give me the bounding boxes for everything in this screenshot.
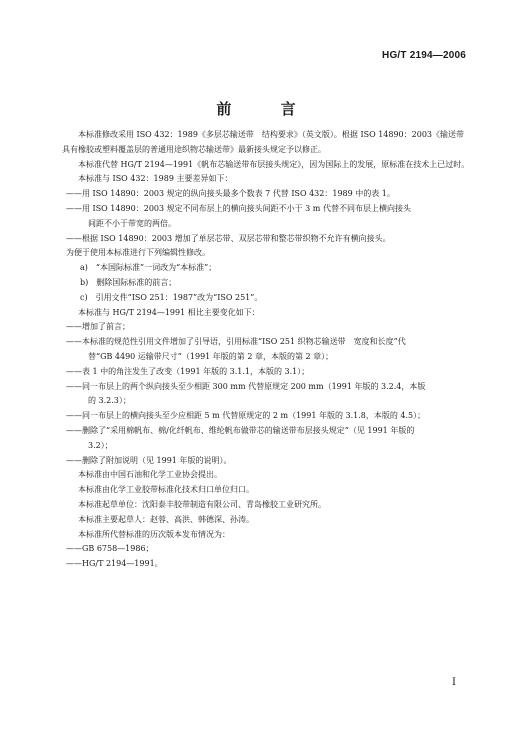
list-item: ——增加了前言； (66, 322, 130, 332)
list-item: b) 删除国际标准的前言； (80, 277, 177, 287)
paragraph: 本标准由化学工业胶带标准化技术归口单位归口。 (78, 485, 254, 495)
paragraph: 本标准由中国石油和化学工业协会提出。 (78, 470, 222, 480)
list-item: ——同一布层上的横向接头至少应相距 5 m 代替原规定的 2 m（1991 年版的 3.1.8，本版的 4.5）； (66, 411, 426, 421)
list-item: ——删除了“采用棉帆布、棉/化纤帆布、维纶帆布做带芯的输送带布层接头规定”（见 1991 年版的 (66, 425, 415, 435)
page-number: I (452, 677, 456, 688)
list-item-continuation: 的 3.2.3）； (88, 396, 131, 406)
list-item-continuation: 替“GB 4490 运输带尺寸”（1991 年版的第 2 章，本版的第 2 章）； (88, 351, 334, 361)
list-item: ——根据 ISO 14890：2003 增加了单层芯带、双层芯带和整芯带织物不允许有横向接头。 (66, 233, 391, 243)
list-item: ——HG/T 2194—1991。 (66, 559, 163, 569)
list-item: ——用 ISO 14890：2003 规定的纵向接头最多个数表 7 代替 ISO 432：1989 中的表 1。 (66, 189, 395, 199)
standard-number: HG/T 2194—2006 (382, 50, 466, 61)
paragraph: 本标准主要起草人：赵蓉、高洪、韩德深、孙涛。 (78, 514, 254, 524)
list-item: ——本标准的规范性引用文件增加了引导语，引用标准“ISO 251 织物芯输送带 宽度和长度”代 (66, 337, 406, 347)
list-item-continuation: 3.2）； (88, 440, 113, 450)
paragraph: 本标准与 HG/T 2194—1991 相比主要变化如下： (78, 307, 260, 317)
paragraph: 本标准所代替标准的历次版本发布情况为： (78, 529, 230, 539)
list-item-continuation: 间距不小于带宽的两倍。 (88, 218, 176, 228)
list-item: ——同一布层上的两个纵向接头至少相距 300 mm 代替原规定 200 mm（1991 年版的 3.2.4，本版 (66, 381, 426, 391)
paragraph: 本标准与 ISO 432：1989 主要差异如下： (78, 174, 233, 184)
paragraph: 本标准代替 HG/T 2194—1991《帆布芯输送带布层接头规定》，因为国际上的发展，原标准在技术上已过时。 (78, 159, 470, 169)
page-title: 前 言 (216, 100, 318, 118)
list-item: ——用 ISO 14890：2003 规定不同布层上的横向接头间距不小于 3 m 代替不同布层上横向接头 (66, 203, 411, 213)
paragraph: 本标准修改采用 ISO 432：1989《多层芯输送带 结构要求》（英文版）。根据 ISO 14890：2003《输送带 具有橡胶或塑料覆盖层的普通用途织物芯输送带》最新接头规定予以修正。 (62, 130, 473, 154)
paragraph: 为便于使用本标准进行下列编辑性修改。 (66, 248, 210, 258)
list-item: c) 引用文件“ISO 251：1987”改为“ISO 251”。 (80, 292, 263, 302)
list-item: ——表 1 中的角注发生了改变（1991 年版的 3.1.1，本版的 3.1）； (66, 366, 310, 376)
list-item: ——GB 6758—1986； (66, 544, 154, 554)
list-item: ——删除了附加说明（见 1991 年版的说明）。 (66, 455, 232, 465)
list-item: a) “本国际标准”一词改为“本标准”； (80, 263, 217, 273)
document-body (62, 128, 473, 572)
paragraph: 本标准起草单位：沈阳泰丰胶带制造有限公司、青岛橡胶工业研究所。 (78, 499, 326, 509)
